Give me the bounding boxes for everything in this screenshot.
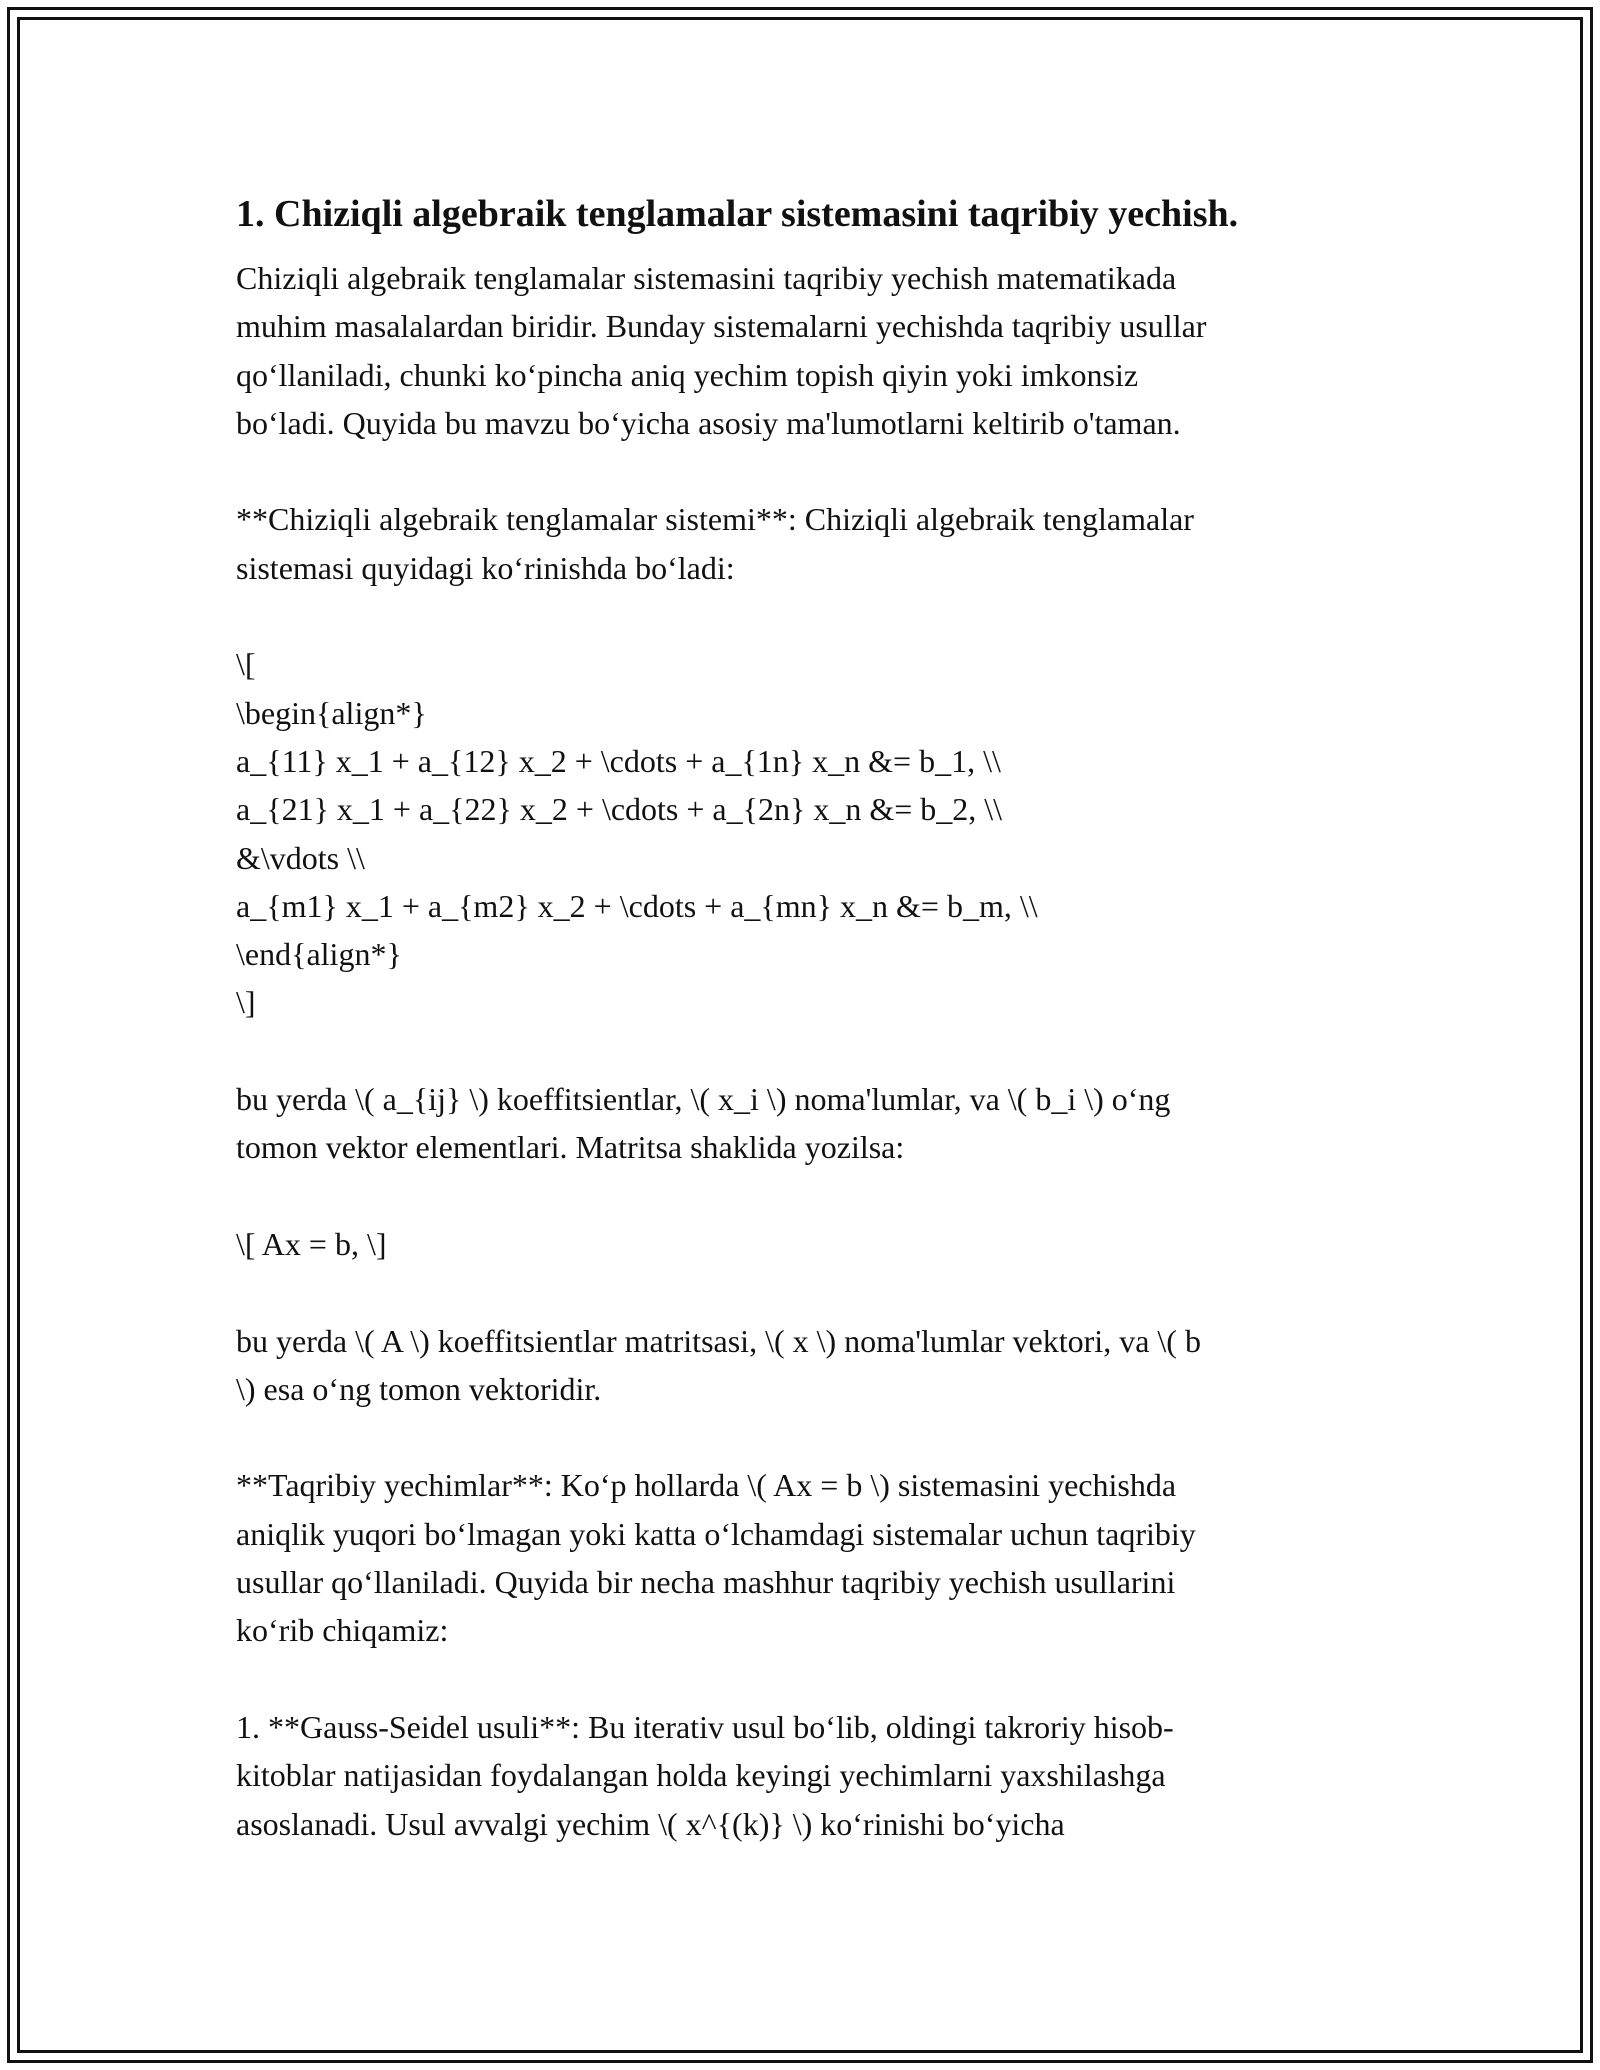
text-line: bu yerda \( a_{ij} \) koeffitsientlar, \( x_i \) noma'lumlar, va \( b_i \) o‘ng: [236, 1081, 1171, 1118]
text-line: bu yerda \( A \) koeffitsientlar matritsasi, \( x \) noma'lumlar vektori, va \( b: [236, 1322, 1201, 1359]
math-line: \[ Ax = b, \]: [236, 1225, 387, 1262]
text-line: 1. **Gauss-Seidel usuli**: Bu iterativ usul bo‘lib, oldingi takroriy hisob-: [236, 1708, 1174, 1745]
text-line: asoslanadi. Usul avvalgi yechim \( x^{(k)} \) ko‘rinishi bo‘yicha: [236, 1805, 1065, 1842]
section-heading: 1. Chiziqli algebraik tenglamalar sistemasini taqribiy yechish.: [236, 193, 1239, 235]
math-line: \]: [236, 984, 256, 1021]
math-line: \end{align*}: [236, 936, 402, 973]
text-line: muhim masalalardan biridir. Bunday sistemalarni yechishda taqribiy usullar: [236, 308, 1207, 345]
text-line: tomon vektor elementlari. Matritsa shaklida yozilsa:: [236, 1129, 905, 1166]
blank-line: [236, 592, 1368, 640]
math-line: a_{21} x_1 + a_{22} x_2 + \cdots + a_{2n} x_n &= b_2, \\: [236, 791, 1003, 828]
text-line: bo‘ladi. Quyida bu mavzu bo‘yicha asosiy ma'lumotlarni keltirib o'taman.: [236, 404, 1181, 441]
math-line: a_{m1} x_1 + a_{m2} x_2 + \cdots + a_{mn} x_n &= b_m, \\: [236, 887, 1038, 924]
blank-line: [236, 447, 1368, 495]
blank-line: [236, 1172, 1368, 1220]
text-line: **Taqribiy yechimlar**: Ko‘p hollarda \( Ax = b \) sistemasini yechishda: [236, 1467, 1177, 1504]
text-line: \) esa o‘ng tomon vektoridir.: [236, 1370, 602, 1407]
text-line: **Chiziqli algebraik tenglamalar sistemi**: Chiziqli algebraik tenglamalar: [236, 501, 1194, 538]
text-line: ko‘rib chiqamiz:: [236, 1612, 449, 1649]
paragraph-lines: [236, 254, 1368, 1848]
text-line: sistemasi quyidagi ko‘rinishda bo‘ladi:: [236, 549, 735, 586]
document-body: [236, 188, 1368, 1848]
blank-line: [236, 1413, 1368, 1461]
text-line: qo‘llaniladi, chunki ko‘pincha aniq yechim topish qiyin yoki imkonsiz: [236, 356, 1139, 393]
math-line: \[: [236, 646, 256, 683]
text-line: usullar qo‘llaniladi. Quyida bir necha mashhur taqribiy yechish usullarini: [236, 1564, 1176, 1601]
text-line: Chiziqli algebraik tenglamalar sistemasini taqribiy yechish matematikada: [236, 260, 1177, 296]
blank-line: [236, 1655, 1368, 1703]
blank-line: [236, 1027, 1368, 1075]
math-line: a_{11} x_1 + a_{12} x_2 + \cdots + a_{1n} x_n &= b_1, \\: [236, 742, 1001, 779]
blank-line: [236, 1268, 1368, 1316]
math-line: \begin{align*}: [236, 694, 427, 731]
text-line: aniqlik yuqori bo‘lmagan yoki katta o‘lchamdagi sistemalar uchun taqribiy: [236, 1515, 1196, 1552]
text-line: kitoblar natijasidan foydalangan holda keyingi yechimlarni yaxshilashga: [236, 1757, 1166, 1794]
math-line: &\vdots \\: [236, 839, 365, 876]
